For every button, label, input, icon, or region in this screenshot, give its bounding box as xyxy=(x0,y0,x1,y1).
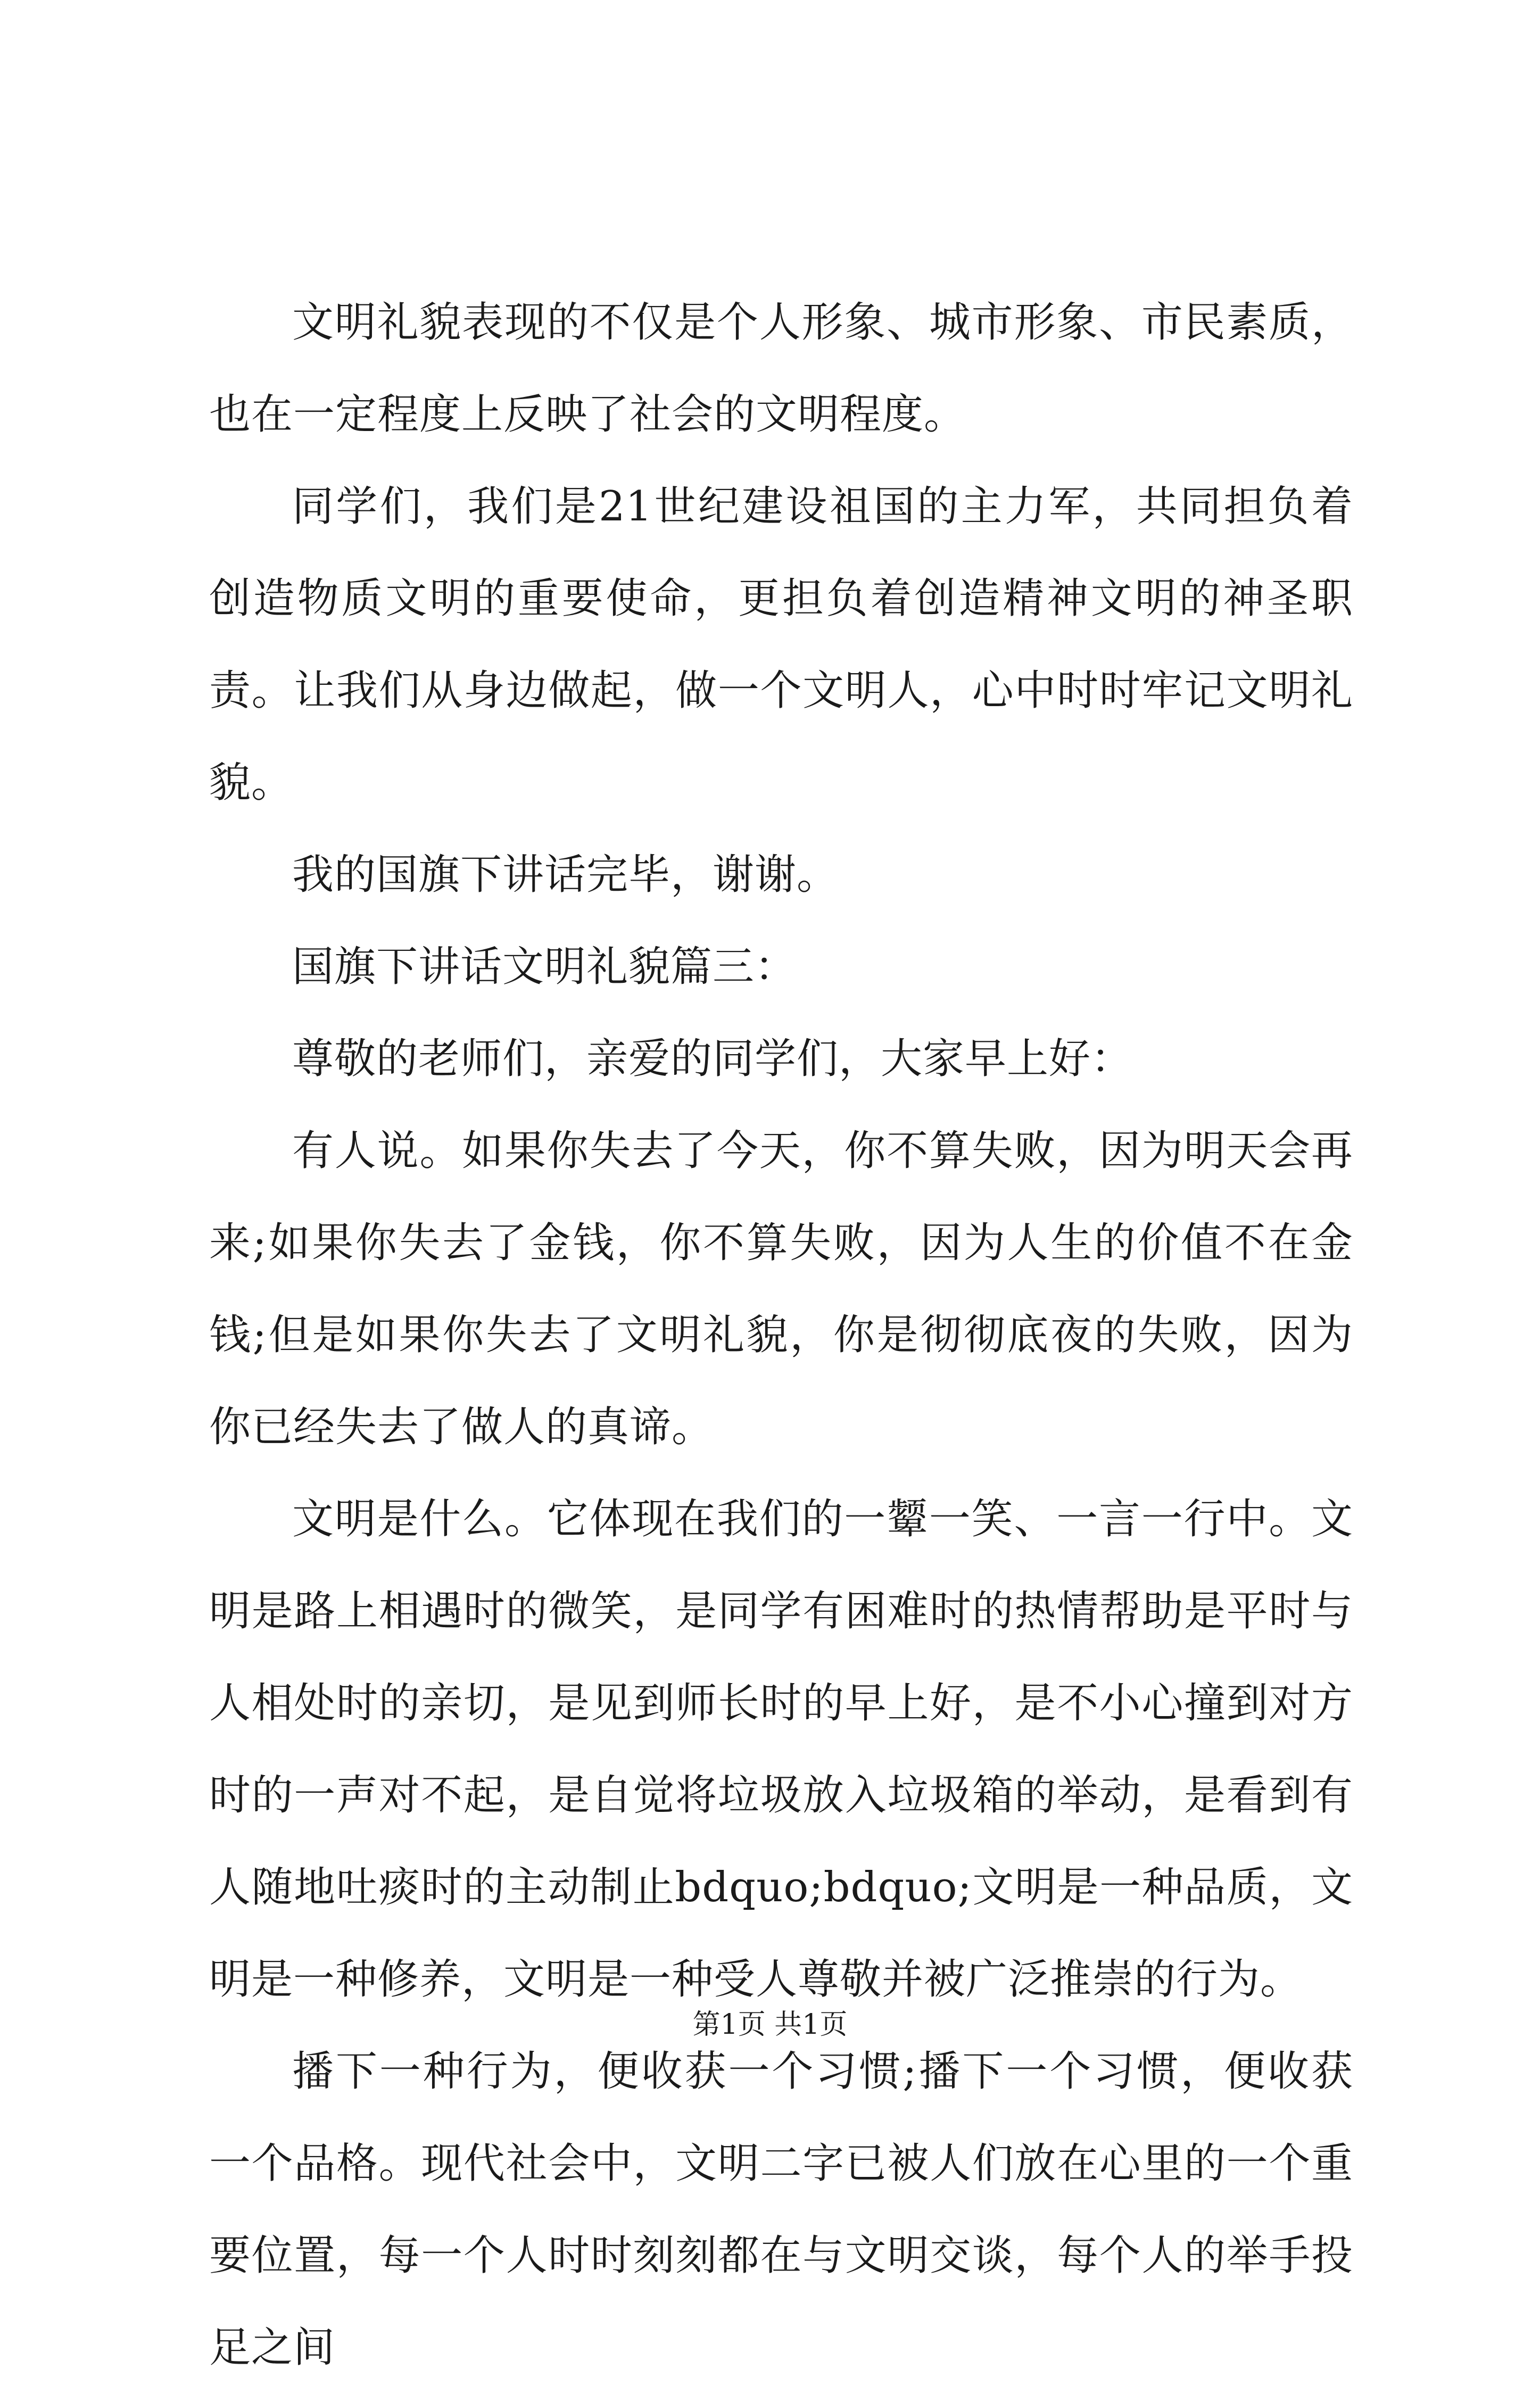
paragraph: 尊敬的老师们，亲爱的同学们，大家早上好： xyxy=(292,1035,1133,1083)
document-body xyxy=(209,277,1353,2394)
paragraph: 文明是什么。它体现在我们的一颦一笑、一言一行中。文明是路上相遇时的微笑，是同学有困难时的热情帮助是平时与人相处时的亲切，是见到师长时的早上好，是不小心撞到对方时的一声对不起，是自觉将垃圾放入垃圾箱的举动，是看到有人随地吐痰时的主动制止bdquo;bdquo;文明是一种品质，文明是一种修养，文明是一种受人尊敬并被广泛推崇的行为。 xyxy=(209,1495,1353,2003)
paragraph: 文明礼貌表现的不仅是个人形象、城市形象、市民素质，也在一定程度上反映了社会的文明程度。 xyxy=(209,299,1353,438)
paragraph: 我的国旗下讲话完毕，谢谢。 xyxy=(292,851,839,899)
paragraph: 有人说。如果你失去了今天，你不算失败，因为明天会再来;如果你失去了金钱，你不算失败，因为人生的价值不在金钱;但是如果你失去了文明礼貌，你是彻彻底夜的失败，因为你已经失去了做人的真谛。 xyxy=(209,1127,1353,1451)
page-footer: 第1页 共1页 xyxy=(692,2009,848,2041)
paragraph: 播下一种行为，便收获一个习惯;播下一个习惯，便收获一个品格。现代社会中，文明二字已被人们放在心里的一个重要位置，每一个人时时刻刻都在与文明交谈，每个人的举手投足之间 xyxy=(209,2048,1353,2372)
paragraph: 同学们，我们是21世纪建设祖国的主力军，共同担负着创造物质文明的重要使命，更担负着创造精神文明的神圣职责。让我们从身边做起，做一个文明人，心中时时牢记文明礼貌。 xyxy=(209,483,1353,807)
paragraph: 国旗下讲话文明礼貌篇三： xyxy=(292,943,797,991)
